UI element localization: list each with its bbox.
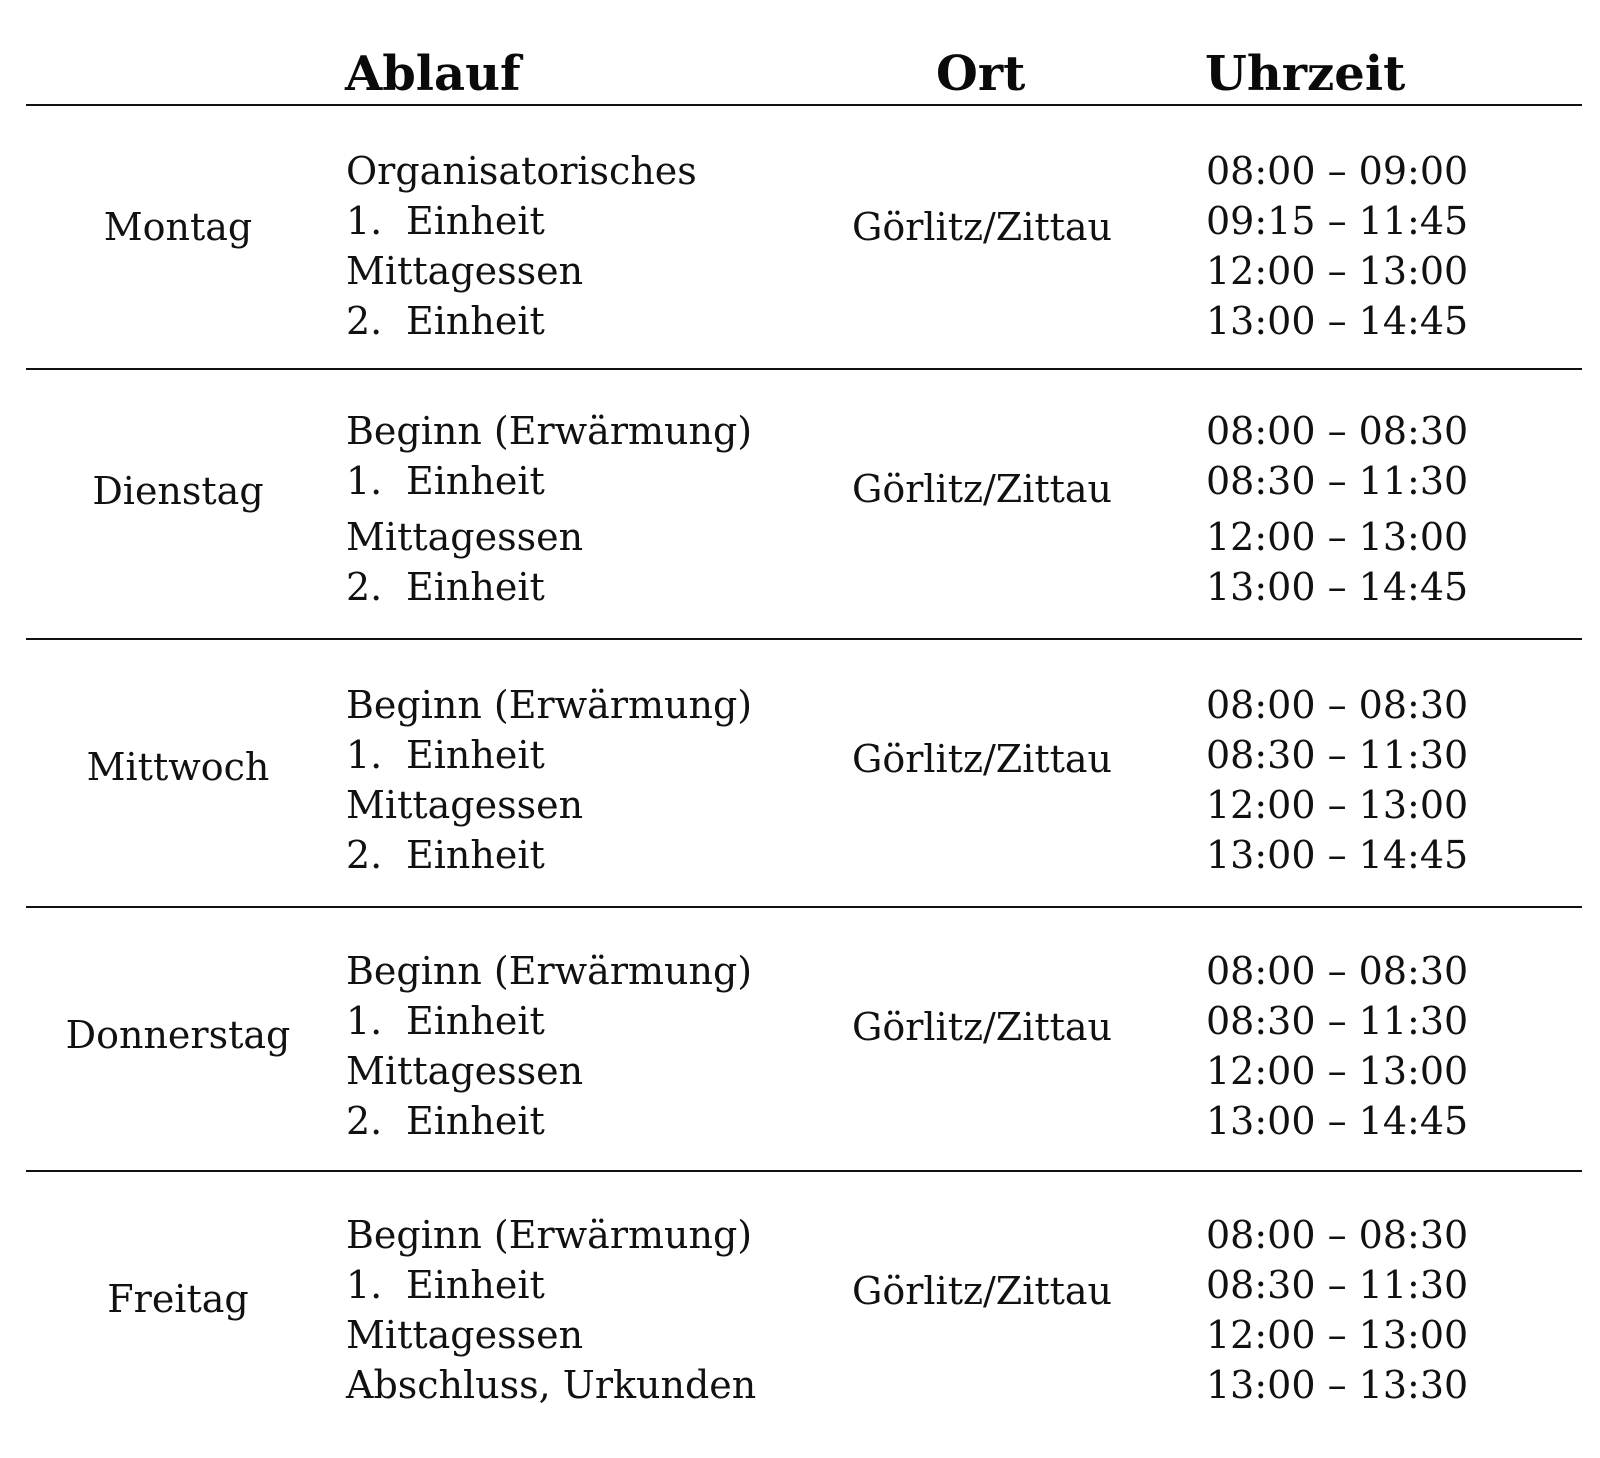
list-item: 1. Einheit <box>346 459 545 503</box>
time-slot: 08:00 – 09:00 <box>1206 149 1469 193</box>
activity-list <box>346 406 752 612</box>
list-item: 1. Einheit <box>346 733 545 777</box>
header-ort: Ort <box>936 46 1026 102</box>
day-row-freitag <box>0 1172 1600 1432</box>
location: Görlitz/Zittau <box>852 205 1113 249</box>
time-slot: 08:30 – 11:30 <box>1206 459 1469 503</box>
time-slot: 08:30 – 11:30 <box>1206 733 1469 777</box>
time-slot: 12:00 – 13:00 <box>1206 1049 1469 1093</box>
time-slot: 12:00 – 13:00 <box>1206 515 1469 559</box>
header-ablauf: Ablauf <box>345 46 521 102</box>
activity-list <box>346 146 697 346</box>
location: Görlitz/Zittau <box>852 737 1113 781</box>
time-slot: 12:00 – 13:00 <box>1206 1313 1469 1357</box>
list-item: Mittagessen <box>346 515 584 559</box>
day-label: Montag <box>103 205 253 249</box>
day-label: Freitag <box>107 1277 249 1321</box>
list-item: 1. Einheit <box>346 199 545 243</box>
time-slot: 08:00 – 08:30 <box>1206 949 1469 993</box>
list-item: Mittagessen <box>346 1313 584 1357</box>
day-row-dienstag <box>0 370 1600 638</box>
list-item: Beginn (Erwärmung) <box>346 1213 753 1257</box>
list-item: Mittagessen <box>346 783 584 827</box>
time-slot: 08:00 – 08:30 <box>1206 683 1469 727</box>
time-slot: 08:30 – 11:30 <box>1206 1263 1469 1307</box>
list-item: Abschluss, Urkunden <box>346 1363 757 1407</box>
list-item: Mittagessen <box>346 1049 584 1093</box>
time-list <box>1206 946 1468 1146</box>
list-item: 2. Einheit <box>346 1099 545 1143</box>
day-row-donnerstag <box>0 908 1600 1170</box>
time-slot: 08:00 – 08:30 <box>1206 1213 1469 1257</box>
day-row-montag <box>0 106 1600 368</box>
day-row-mittwoch <box>0 640 1600 906</box>
activity-list <box>346 946 752 1146</box>
list-item: Beginn (Erwärmung) <box>346 683 753 727</box>
list-item: Beginn (Erwärmung) <box>346 409 753 453</box>
location: Görlitz/Zittau <box>852 1269 1113 1313</box>
activity-list <box>346 680 752 880</box>
time-list <box>1206 406 1468 612</box>
list-item: Organisatorisches <box>346 149 697 193</box>
time-slot: 13:00 – 14:45 <box>1206 1099 1469 1143</box>
time-slot: 13:00 – 13:30 <box>1206 1363 1469 1407</box>
list-item: 2. Einheit <box>346 565 545 609</box>
time-list <box>1206 680 1468 880</box>
list-item: 2. Einheit <box>346 299 545 343</box>
day-label: Dienstag <box>92 469 264 513</box>
day-label: Donnerstag <box>65 1013 291 1057</box>
time-slot: 08:30 – 11:30 <box>1206 999 1469 1043</box>
day-label: Mittwoch <box>86 745 270 789</box>
time-slot: 13:00 – 14:45 <box>1206 833 1469 877</box>
time-list <box>1206 1210 1468 1410</box>
location: Görlitz/Zittau <box>852 1005 1113 1049</box>
location: Görlitz/Zittau <box>852 467 1113 511</box>
time-slot: 12:00 – 13:00 <box>1206 783 1469 827</box>
list-item: 2. Einheit <box>346 833 545 877</box>
header-uhrzeit: Uhrzeit <box>1205 46 1406 102</box>
time-slot: 13:00 – 14:45 <box>1206 565 1469 609</box>
list-item: Beginn (Erwärmung) <box>346 949 753 993</box>
time-slot: 13:00 – 14:45 <box>1206 299 1469 343</box>
time-slot: 09:15 – 11:45 <box>1206 199 1469 243</box>
time-slot: 08:00 – 08:30 <box>1206 409 1469 453</box>
time-list <box>1206 146 1468 346</box>
time-slot: 12:00 – 13:00 <box>1206 249 1469 293</box>
activity-list <box>346 1210 756 1410</box>
table-header <box>0 0 1600 106</box>
list-item: 1. Einheit <box>346 999 545 1043</box>
list-item: Mittagessen <box>346 249 584 293</box>
list-item: 1. Einheit <box>346 1263 545 1307</box>
